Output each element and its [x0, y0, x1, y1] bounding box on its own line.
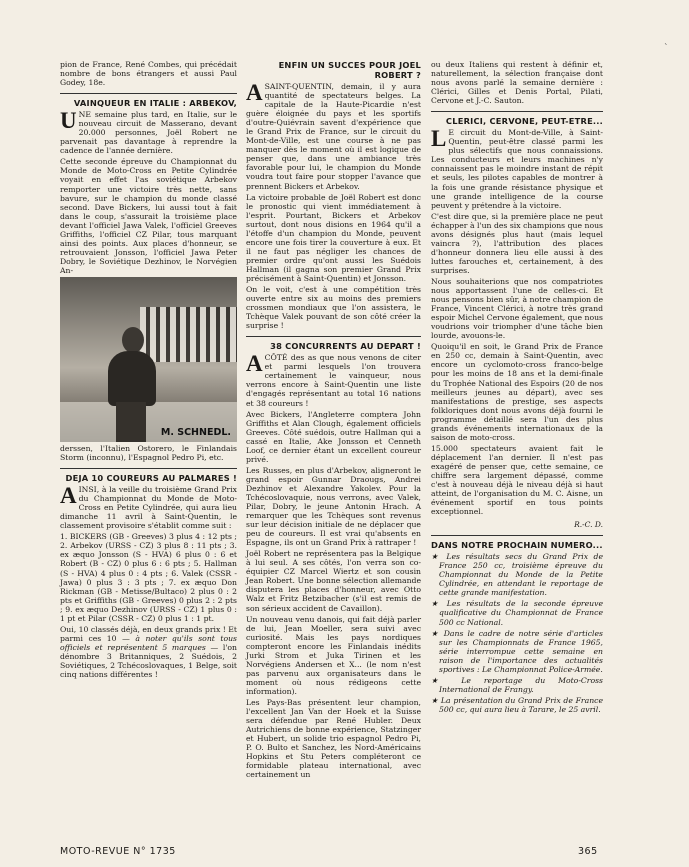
section-title-concurrents: 38 CONCURRENTS AU DEPART ! — [270, 341, 421, 352]
paragraph: Quoiqu'il en soit, le Grand Prix de France en 250 cc, demain à Saint-Quentin, avec encore un cyclomoto-cross franco-belge pour les moins de 18 ans et la demi-finale du Trophée National des Espoirs (20 de nos meilleurs jeunes au départ), avec ses manifestations de prestige, ses aspects folkloriques dont nous avons déjà fourni le programme détaillé sera l'un des plus grands événements internationaux de la saison de moto-cross. — [431, 342, 603, 442]
photo-caption: M. SCHNEDL. — [160, 426, 231, 438]
next-issue-item: ★ Dans le cadre de notre série d'articles sur les Championnats de France 1965, série interrompue cette semaine en raison de l'importance des actualités sportives : Le Championnat Police-Armée. — [431, 628, 603, 674]
drop-cap: L — [431, 126, 447, 152]
footer-magazine: MOTO-REVUE N° 1735 — [60, 846, 176, 857]
paragraph: Un nouveau venu danois, qui fait déjà parler de lui, Jean Moeller, sera suivi avec curiosité. Mais les pays nordiques compteront encore les Finlandais inédits Jurki Strom et Juka Tirinen et les Norvégiens Andersen et X... (le nom n'est pas parvenu aux organisateurs dans le moment où nous rédigeons cette information). — [246, 614, 421, 696]
author-signature: R.-C. D. — [574, 520, 603, 530]
paragraph: Cette seconde épreuve du Championnat du Monde de Moto-Cross en Petite Cylindrée voyait en effet l'as soviétique Arbekov remporter une victoire très nette, sans bavure, sur le champion du monde classé second. Dave Bickers, lui aussi tout à fait dans le coup, s'assurait la troisième place devant l'officiel Jawa Valek, l'officiel Greeves Griffiths, l'officiel CZ Pilar, tous marquant ainsi des points. Aux places d'honneur, se retrouvaient Jonsson, l'officiel Jawa Peter Dobry, le Soviétique Dezhinov, le Norvégien An- — [60, 157, 237, 275]
paragraph: L E circuit du Mont-de-Ville, à Saint-Quentin, peut-être classé parmi les plus sélectifs que nous connaissions. Les conducteurs et leurs machines n'y connaissent pas le moindre instant de répit et seuls, les pilotes capables de montrer à la fois une grande résistance physique et une grande intelligence de la course peuvent y prétendre à la victoire. — [431, 126, 603, 210]
paragraph: derssen, l'Italien Ostorero, le Finlandais Storm (inconnu), l'Espagnol Pedro Pi, etc. — [60, 443, 237, 463]
paragraph: La victoire probable de Joël Robert est donc le pronostic qui vient immédiatement à l'esprit. Pourtant, Bickers et Arbekov surtout, dont nous disions en 1964 qu'il a l'étoffe d'un champion du Monde, peuvent encore une fois tirer la couverture à eux. Et il ne faut pas négliger les chances de premier ordre qu'ont aussi les Suédois Hallman (il gagna son premier Grand Prix précisément à Saint-Quentin) et Jonsson. — [246, 192, 421, 283]
drop-cap: A — [246, 351, 263, 377]
next-issue-item: ★ La présentation du Grand Prix de France 500 cc, qui aura lieu à Tarare, le 25 avril. — [431, 695, 603, 714]
paragraph: C'est dire que, si la première place ne peut échapper à l'un des six champions que nous avons désignés plus haut (mais lequel vaincra ?), l'attribution des places d'honneur donnera lieu elle aussi à des luttes farouches et, certainement, à des surprises. — [431, 211, 603, 275]
standings: 1. BICKERS (GB - Greeves) 3 plus 4 : 12 pts ; 2. Arbekov (URSS - CZ) 3 plus 8 : 11 pts ; 3. ex æquo Jonsson (S - HVA) 6 plus 0 : 6 et Robert (B - CZ) 0 plus 6 : 6 pts ; 5. Hallman (S - HVA) 4 plus 0 : 4 pts ; 6. Valek (CSSR - Jawa) 0 plus 3 : 3 pts ; 7. ex æquo Don Rickman (GB - Metisse/Bultaco) 2 plus 0 : 2 pts et Griffiths (GB - Greeves) 0 plus 2 : 2 pts ; 9. ex æquo Dezhinov (URSS - CZ) 1 plus 0 : 1 pt et Pilar (CSSR - CZ) 0 plus 1 : 1 pt. — [60, 532, 237, 623]
paragraph: Les Russes, en plus d'Arbekov, aligneront le grand espoir Gunnar Draougs, Andrei Dezhinov et Alexandre Yakolev. Pour la Tchécoslovaquie, nous verrons, avec Valek, Pilar, Dobry, le jeune Antonin Hrach. A remarquer que les Tchèques sont revenus sur leur décision initiale de ne déplacer que peu de coureurs. Il est vrai qu'absents en Espagne, ils ont un Grand Prix à rattraper ! — [246, 465, 421, 548]
corner-mark: ` — [664, 44, 669, 54]
rider-photo — [60, 277, 237, 442]
paragraph: Joël Robert ne représentera pas la Belgique à lui seul. A ses côtés, l'on verra son co-équipier CZ Marcel Wiertz et son cousin Jean Robert. Une bonne sélection allemande disputera les places d'honneur, avec Otto Walz et Fritz Betzibacher (s'il est remis de son sérieux accident de Cavaillon). — [246, 549, 421, 613]
drop-cap: A — [246, 80, 263, 105]
divider — [431, 111, 603, 112]
section-title-robert: ENFIN UN SUCCES POUR JOEL ROBERT ? — [278, 60, 421, 80]
divider — [60, 468, 237, 469]
drop-cap: U — [60, 108, 77, 134]
page-number: 365 — [578, 846, 598, 857]
section-title-prochain: DANS NOTRE PROCHAIN NUMERO... — [431, 540, 603, 551]
column-2 — [246, 60, 421, 781]
divider — [60, 93, 237, 94]
divider — [431, 535, 603, 536]
col3-intro: ou deux Italiens qui restent à définir et, naturellement, la sélection française dont nous avons parlé la semaine dernière : Clérici, Gilles et Denis Portal, Pilati, Cervone et J.-C. Sauton. — [431, 60, 603, 106]
paragraph: Nous souhaiterions que nos compatriotes nous apportassent l'une de celles-ci. Et nous pensons bien sûr, à notre champion de France, Vincent Clérici, à notre très grand espoir Michel Cervone également, que nous voudrions voir triompher d'une tâche bien lourde, avouons-le. — [431, 276, 603, 341]
col1-intro: pion de France, René Combes, qui précédait nombre de bons étrangers et aussi Paul Godey, 18e. — [60, 60, 237, 88]
divider — [246, 336, 421, 337]
paragraph: ASAINT-QUENTIN, demain, il y aura quantité de spectateurs belges. La capitale de la Haute-Picardie n'est guère éloignée du pays et les sportifs d'outre-Quiévrain savent d'expérience que le Grand Prix de France, sur le circuit du Mont-de-Ville, est une course à ne pas manquer dès le moment où il est logique de penser que, dans une ambiance très favorable pour lui, le champion du Monde voudra tout faire pour stopper l'avance que prennent Bickers et Arbekov. — [246, 80, 421, 191]
next-issue-item: ★ Les résultats de la seconde épreuve qualificative du Championnat de France 500 cc National. — [431, 599, 603, 627]
paragraph: On le voit, c'est à une compétition très ouverte entre six au moins des premiers crossmen mondiaux que l'on assistera, le Tchèque Valek pouvant de son côté créer la surprise ! — [246, 285, 421, 331]
next-issue-item: ★ Le reportage du Moto-Cross International de Frangy. — [431, 675, 603, 694]
drop-cap: A — [60, 483, 77, 509]
paragraph: 15.000 spectateurs avaient fait le déplacement l'an dernier. Il n'est pas exagéré de penser que, cette semaine, ce chiffre sera largement dépassé, comme c'est à nouveau déjà le niveau déjà si haut atteint, de l'organisation du M. C. Aisne, un événement sportif en tous points exceptionnel. — [431, 443, 603, 517]
paragraph: ACÔTÉ des as que nous venons de citer et parmi lesquels l'on trouvera certainement le vainqueur, nous verrons encore à Saint-Quentin une liste d'engagés représentant au total 16 nations et 38 coureurs ! — [246, 351, 421, 408]
paragraph: Les Pays-Bas présentent leur champion, l'excellent Jan Van der Hoek et la Suisse sera défendue par René Hubler. Deux Autrichiens de bonne expérience, Statzinger et Hubert, un solide trio espagnol Pedro Pi, P. O. Bulto et Sanchez, les Nord-Américains Hopkins et Stu Peters compléteront ce formidable plateau international, avec certainement un — [246, 698, 421, 780]
paragraph: UNE semaine plus tard, en Italie, sur le nouveau circuit de Masserano, devant 20.000 personnes, Joël Robert ne parvenait pas davantage à reprendre la cadence de l'année dernière. — [60, 108, 237, 156]
section-title-clerici: CLERICI, CERVONE, PEUT-ETRE... — [445, 116, 603, 127]
column-1 — [60, 60, 237, 681]
next-issue-item: ★ Les résultats secs du Grand Prix de France 250 cc, troisième épreuve du Championnat du Monde de la Petite Cylindrée, en attendant le reportage de cette grande manifestation. — [431, 552, 603, 598]
paragraph: Avec Bickers, l'Angleterre comptera John Griffiths et Alan Clough, également officiels Greeves. Côté suédois, outre Hallman qui a cassé en Italie, Ake Jonsson et Cenneth Loof, ce dernier étant un excellent coureur privé. — [246, 409, 421, 464]
paragraph: AINSI, à la veille du troisième Grand Prix du Championnat du Monde de Moto-Cross en Petite Cylindrée, qui aura lieu dimanche 11 avril à Saint-Quentin, le classement provisoire s'établit comme suit : — [60, 483, 237, 531]
paragraph: Oui, 10 classés déjà, en deux grands prix ! Et parmi ces 10 — à noter qu'ils sont tous officiels et représentent 5 marques — l'on dénombre 3 Britanniques, 2 Suédois, 2 Soviétiques, 2 Tchécoslovaques, 1 Belge, soit cinq nations différentes ! — [60, 624, 238, 680]
section-title-arbekov: VAINQUEUR EN ITALIE : ARBEKOV, — [73, 98, 237, 109]
column-3 — [431, 60, 603, 716]
section-title-palmares: DEJA 10 COUREURS AU PALMARES ! — [65, 473, 237, 484]
